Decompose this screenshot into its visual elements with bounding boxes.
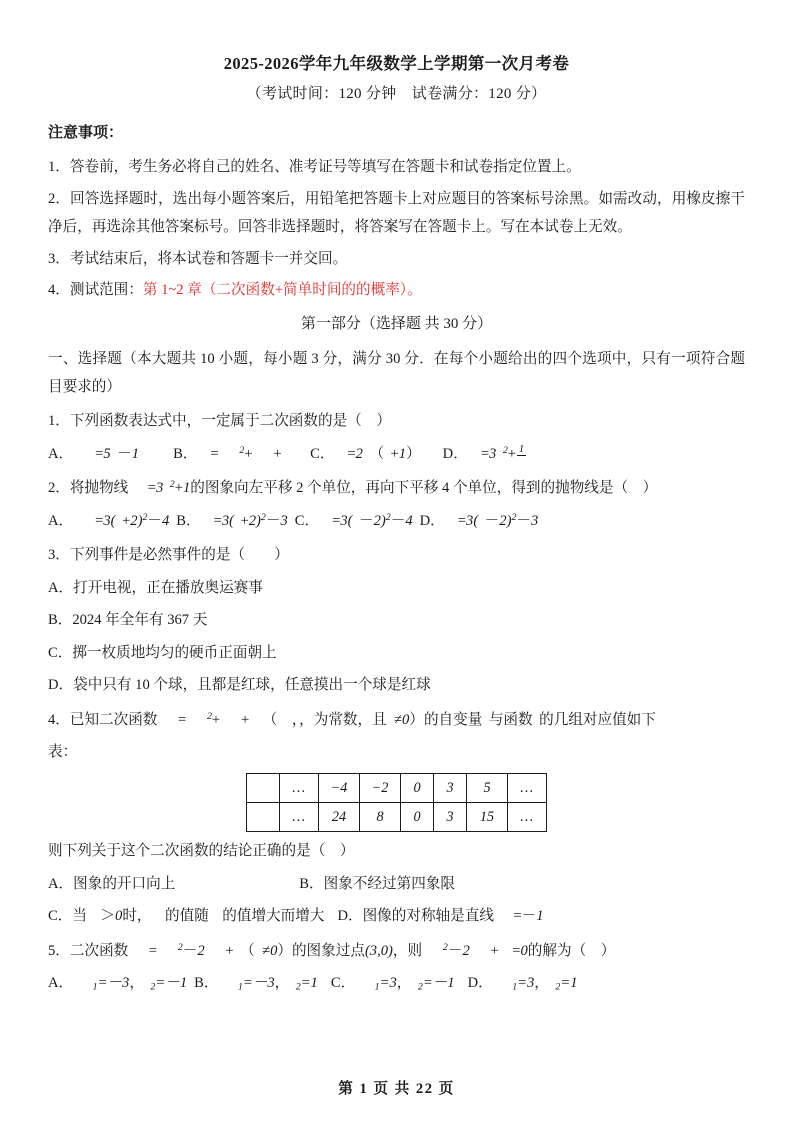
- q5-option-a-label: A．: [48, 975, 74, 992]
- table-cell: …: [280, 774, 319, 803]
- q1-option-d-label: D．: [442, 445, 468, 462]
- question-3-stem: 3．下列事件是必然事件的是（ ）: [48, 547, 289, 564]
- q4-option-c-label: C．当: [48, 908, 87, 925]
- q1-a-const: 1: [131, 445, 140, 462]
- q5-c-val2: =－1: [422, 975, 455, 992]
- q4-stem-part2: 的自变量: [423, 711, 483, 728]
- notice-item-4: [48, 276, 745, 304]
- page-title: 2025-2026学年九年级数学上学期第一次月考卷: [223, 54, 570, 73]
- notice-heading: 注意事项：: [48, 125, 124, 142]
- q4-stem-power: 2: [206, 710, 212, 722]
- q2-stem-power: 2: [169, 479, 175, 491]
- q5-b-val2: =1: [300, 975, 318, 992]
- question-5-stem: [48, 937, 745, 965]
- q2-a-power: 2: [142, 511, 148, 523]
- part-heading: 第一部分（选择题 共 30 分）: [300, 315, 493, 332]
- q5-stem-ne: ≠: [262, 942, 271, 959]
- question-4-value-table: [246, 773, 547, 832]
- table-cell-y-label: [247, 803, 280, 832]
- q2-stem-plus: +: [174, 480, 183, 497]
- q4-stem-part1: 4．已知二次函数: [48, 711, 158, 728]
- q4-stem-lparen: （: [262, 711, 278, 728]
- q4-option-b: B．图象不经过第四象限: [299, 875, 455, 892]
- question-1-options: [48, 440, 745, 468]
- q5-stem-part1: 5．二次函数: [48, 942, 129, 959]
- q5-c-comma: ，: [396, 975, 412, 992]
- q2-a-shift: 2): [130, 512, 143, 529]
- q5-stem-eq2: =: [512, 942, 521, 959]
- section-intro: 一、选择题（本大题共 10 小题，每小题 3 分，满分 30 分．在每个小题给出的四个选项中，只有一项符合题目要求的）: [48, 350, 745, 395]
- q4-option-a: A．图象的开口向上: [48, 875, 176, 892]
- question-2-stem: [48, 474, 745, 502]
- q5-c-sub2: 2: [417, 981, 423, 993]
- question-2-options: [48, 507, 745, 535]
- question-4-stem-cont: 表：: [48, 743, 78, 760]
- q5-d-comma: ，: [534, 975, 549, 992]
- q4-c-text1: 时，: [122, 908, 152, 925]
- q5-option-b-label: B．: [194, 975, 219, 992]
- question-1-stem: 1．下列函数表达式中，一定属于二次函数的是（ ）: [48, 413, 391, 430]
- q1-d-denominator: [517, 455, 526, 467]
- q5-b-sub2: 2: [295, 981, 301, 993]
- q1-c-coef: 2: [355, 445, 363, 462]
- q1-b-eq: =: [210, 445, 219, 462]
- table-row: [247, 803, 547, 832]
- q4-stem-plus2: +: [240, 711, 250, 728]
- question-4-options-row1: [48, 870, 745, 898]
- q1-b-plus1: +: [244, 445, 253, 462]
- q4-c-gt: ＞: [100, 908, 116, 925]
- table-cell: 0: [401, 774, 434, 803]
- notice-item-4-suffix: 。: [407, 282, 422, 299]
- q1-a-coef: 5: [103, 445, 111, 462]
- q5-b-sub1: 1: [237, 981, 243, 993]
- q2-a-eq: =: [95, 512, 104, 529]
- q1-a-minus: －: [117, 445, 132, 462]
- question-3-option-d: D．袋中只有 10 个球，且都是红球，任意摸出一个球是红球: [48, 677, 431, 694]
- table-cell-x-label: [247, 774, 280, 803]
- q5-c-sub1: 1: [374, 981, 380, 993]
- q2-stem-part1: 2．将抛物线: [48, 480, 129, 497]
- notice-item-1: 1．答卷前，考生务必将自己的姓名、准考证号等填写在答题卡和试卷指定位置上。: [48, 159, 581, 176]
- table-cell: 0: [401, 803, 434, 832]
- table-row: [247, 774, 547, 803]
- q5-stem-plus: +: [225, 942, 234, 959]
- q5-stem-part2: 的解为（ ）: [527, 942, 616, 959]
- q2-a-sign: +: [122, 512, 131, 529]
- q4-stem-part3: 与函数: [488, 711, 533, 728]
- q2-c-lead: 3(: [340, 512, 353, 529]
- q4-c-text3: 的值增大而增大: [222, 908, 325, 925]
- q4-option-d-label: D．图像的对称轴是直线: [337, 908, 494, 925]
- page-subtitle: （考试时间：120 分钟 试卷满分：120 分）: [246, 85, 547, 102]
- q5-stem-power2: 2: [442, 941, 448, 953]
- table-cell: −4: [319, 774, 360, 803]
- q1-b-plus2: +: [273, 445, 282, 462]
- q5-stem-point: (3,0): [364, 942, 393, 959]
- q2-d-const: 3: [531, 512, 539, 529]
- q2-c-sign: －: [359, 512, 374, 529]
- q1-d-numerator: 1: [518, 443, 525, 455]
- notice-item-2: 2．回答选择题时，选出每小题答案后，用铅笔把答题卡上对应题目的答案标号涂黑。如需改动，用橡皮擦干净后，再选涂其他答案标号。回答非选择题时，将答案写在答题卡上。写在本试卷上无效。: [48, 190, 745, 236]
- q5-d-sub1: 1: [512, 981, 518, 993]
- q4-stem-zero: 0: [402, 711, 410, 728]
- q2-b-const: 3: [280, 512, 288, 529]
- q1-d-eq: =: [480, 445, 490, 462]
- q2-b-power: 2: [260, 511, 266, 523]
- q5-d-val1: =3: [517, 975, 535, 992]
- q4-c-zero: 0: [115, 908, 123, 925]
- q4-stem-plus1: +: [211, 711, 221, 728]
- q5-stem-eq: =: [148, 942, 157, 959]
- q1-c-one: 1: [398, 445, 407, 462]
- q2-a-const: 4: [162, 512, 170, 529]
- q5-stem-lparen: （: [240, 942, 255, 959]
- q2-stem-eq: =: [147, 480, 156, 497]
- q2-c-const: 4: [405, 512, 413, 529]
- q2-b-shift: 2): [248, 512, 261, 529]
- q2-c-minus: －: [390, 512, 406, 529]
- q5-a-val1: =－3: [97, 975, 130, 992]
- q2-d-sign: －: [484, 512, 500, 529]
- q1-d-fraction: [517, 445, 526, 468]
- q5-stem-minus2: －: [447, 942, 463, 959]
- q1-d-power: 2: [502, 444, 508, 456]
- table-cell: 5: [467, 774, 508, 803]
- table-cell: …: [508, 774, 547, 803]
- q5-stem-power: 2: [177, 941, 183, 953]
- q1-d-plus: +: [507, 445, 517, 462]
- q5-stem-plus2: +: [490, 942, 499, 959]
- q2-d-shift: 2): [499, 512, 512, 529]
- table-cell: …: [508, 803, 547, 832]
- q5-stem-two2: 2: [462, 942, 470, 959]
- q1-c-plus: +: [390, 445, 399, 462]
- q5-option-c-label: C．: [330, 975, 356, 992]
- q1-c-rparen: ）: [406, 445, 421, 462]
- q2-d-minus: －: [516, 512, 532, 529]
- q5-a-val2: =－1: [155, 975, 188, 992]
- q1-d-coef: 3: [489, 445, 497, 462]
- q2-option-a-label: A．: [48, 512, 74, 529]
- q1-c-lparen: （: [369, 445, 385, 462]
- q2-c-shift: 2): [373, 512, 386, 529]
- page-footer: 第 1 页 共 22 页: [338, 1081, 455, 1097]
- q5-stem-then: ，则: [392, 942, 423, 959]
- table-cell: 24: [319, 803, 360, 832]
- question-4-stem: [48, 706, 745, 734]
- q5-c-val1: =3: [379, 975, 397, 992]
- question-3-option-a: A．打开电视，正在播放奥运赛事: [48, 579, 263, 596]
- q5-stem-zero: 0: [270, 942, 278, 959]
- q1-option-b-label: B．: [173, 445, 198, 462]
- q2-b-minus: －: [265, 512, 281, 529]
- q1-option-c-label: C．: [310, 445, 335, 462]
- q4-stem-eq: =: [177, 711, 187, 728]
- q5-stem-rparen: ）的图象过点: [277, 942, 365, 959]
- question-4-options-row2: [48, 902, 745, 930]
- q2-b-eq: =: [213, 512, 222, 529]
- question-3-option-c: C．掷一枚质地均匀的硬币正面朝上: [48, 644, 277, 661]
- q2-stem-part2: 的图象向左平移 2 个单位，再向下平移 4 个单位，得到的抛物线是（ ）: [190, 480, 658, 497]
- q4-d-val: 1: [536, 908, 544, 925]
- q1-b-power: 2: [239, 444, 245, 456]
- table-cell: 8: [360, 803, 401, 832]
- q4-stem-ne: ≠: [394, 711, 403, 728]
- q2-c-eq: =: [332, 512, 341, 529]
- q5-stem-zero2: 0: [520, 942, 528, 959]
- notice-item-3: 3．考试结束后，将本试卷和答题卡一并交回。: [48, 250, 348, 267]
- q1-c-eq: =: [347, 445, 356, 462]
- q2-b-sign: +: [240, 512, 249, 529]
- q5-a-sub1: 1: [92, 981, 98, 993]
- table-cell: 3: [434, 803, 467, 832]
- q2-d-power: 2: [511, 511, 517, 523]
- q2-option-c-label: C．: [294, 512, 320, 529]
- q5-d-val2: =1: [560, 975, 578, 992]
- q5-option-d-label: D．: [467, 975, 493, 992]
- table-cell: 3: [434, 774, 467, 803]
- table-cell: 15: [467, 803, 508, 832]
- q4-stem-commas: ，，为常数，且: [291, 711, 387, 728]
- table-cell: −2: [360, 774, 401, 803]
- q5-a-comma: ，: [129, 975, 144, 992]
- q2-a-minus: －: [147, 512, 162, 529]
- q4-stem-rparen: ）: [409, 711, 424, 728]
- q5-b-comma: ，: [274, 975, 290, 992]
- q2-c-power: 2: [385, 511, 391, 523]
- q2-a-lead: 3(: [103, 512, 116, 529]
- notice-item-4-prefix: 4．测试范围：: [48, 282, 143, 299]
- q5-b-val1: =－3: [242, 975, 275, 992]
- q5-stem-two: 2: [197, 942, 205, 959]
- question-4-ask: 则下列关于这个二次函数的结论正确的是（ ）: [48, 843, 355, 860]
- q2-d-lead: 3(: [466, 512, 479, 529]
- q2-b-lead: 3(: [221, 512, 235, 529]
- q2-option-d-label: D．: [419, 512, 445, 529]
- q2-option-b-label: B．: [176, 512, 201, 529]
- q4-d-eq: =－: [513, 908, 537, 925]
- q5-d-sub2: 2: [555, 981, 561, 993]
- q2-d-eq: =: [457, 512, 467, 529]
- q5-stem-minus: －: [182, 942, 198, 959]
- q1-a-eq: =: [95, 445, 104, 462]
- q5-a-sub2: 2: [150, 981, 156, 993]
- question-3-option-b: B．2024 年全年有 367 天: [48, 612, 208, 629]
- q4-c-text2: 的值随: [165, 908, 209, 925]
- q1-option-a-label: A．: [48, 445, 74, 462]
- test-scope-text: 第 1~2 章（二次函数+简单时间的的概率）: [142, 282, 408, 299]
- q4-stem-part4: 的几组对应值如下: [539, 711, 656, 728]
- table-cell: …: [280, 803, 319, 832]
- question-4-table-wrap: [48, 773, 745, 832]
- q2-stem-coef: 3: [156, 480, 164, 497]
- q2-stem-const: 1: [182, 480, 191, 497]
- question-5-options: [48, 969, 745, 997]
